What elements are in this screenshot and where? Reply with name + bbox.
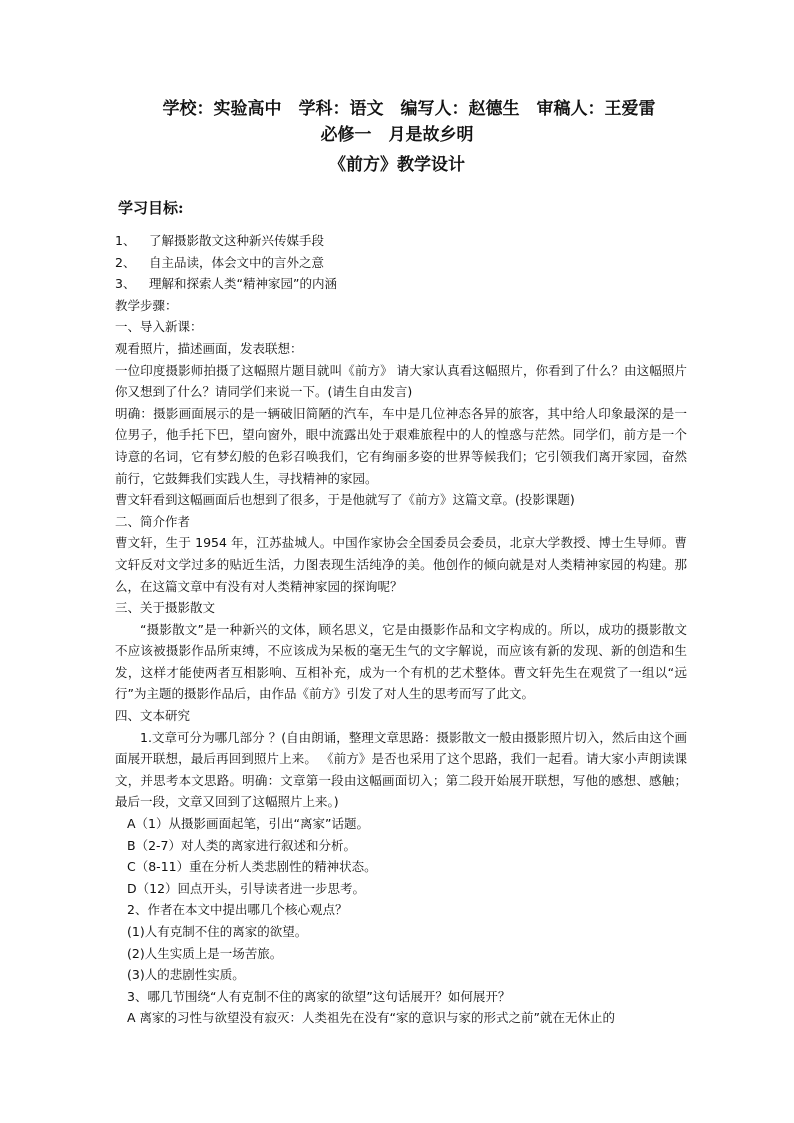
goal-item (115, 252, 687, 274)
steps-heading: 教学步骤： (115, 297, 178, 313)
paragraph: 明确：摄影画面展示的是一辆破旧简陋的汽车，车中是几位神态各异的旅客，其中给人印象最深的是一位男子，他手托下巴，望向窗外，眼中流露出处于艰难旅程中的人的惶惑与茫然。同学们，前方是一个诗意的名词，它有梦幻般的色彩召唤我们，它有绚丽多姿的世界等候我们；它引领我们离开家园，奋然前行，它鼓舞我们实践人生，寻找精神的家园。 (115, 405, 687, 486)
goal-number: 3、 (115, 276, 136, 292)
list-item: A（1）从摄影画面起笔，引出“离家”话题。 (127, 816, 369, 832)
paragraph: 观看照片，描述画面，发表联想： (115, 340, 303, 356)
paragraph: A 离家的习性与欲望没有寂灭：人类祖先在没有“家的意识与家的形式之前”就在无休止的 (127, 1010, 615, 1026)
paragraph: 曹文轩看到这幅画面后也想到了很多，于是他就写了《前方》这篇文章。(投影课题) (115, 492, 575, 508)
list-item: (1)人有克制不住的离家的欲望。 (127, 924, 308, 939)
question: 2、作者在本文中提出哪几个核心观点？ (127, 902, 348, 918)
list-item: (3)人的悲剧性实质。 (127, 967, 245, 983)
list-item: D（12）回点开头，引导读者进一步思考。 (127, 880, 366, 896)
section-heading: 三、关于摄影散文 (115, 600, 216, 616)
list-item: C（8-11）重在分析人类悲剧性的精神状态。 (127, 859, 377, 875)
goal-item (115, 230, 687, 252)
goal-text: 自主品读，体会文中的言外之意 (149, 254, 325, 270)
question: 3、哪几节围绕“人有克制不住的离家的欲望”这句话展开？如何展开？ (127, 988, 511, 1004)
paragraph: 曹文轩，生于 1954 年，江苏盐城人。中国作家协会全国委员会委员，北京大学教授、博士生导师。曹文轩反对文学过多的贴近生活，力图表现生活纯净的美。他创作的倾向就是对人类精神家园的构建。那么，在这篇文章中有没有对人类精神家园的探询呢？ (115, 535, 687, 594)
goal-text: 了解摄影散文这种新兴传媒手段 (149, 233, 325, 248)
goal-text: 理解和探索人类“精神家园”的内涵 (149, 276, 337, 292)
paragraph: “摄影散文”是一种新兴的文体，顾名思义，它是由摄影作品和文字构成的。所以，成功的摄影散文不应该被摄影作品所束缚，不应该成为呆板的毫无生气的文字解说，而应该有新的发现、新的创造和生发，这样才能使两者互相影响、互相补充，成为一个有机的艺术整体。曹文轩先生在观赏了一组以“远行”为主题的摄影作品后，由作品《前方》引发了对人生的思考而写了此文。 (115, 621, 687, 702)
paragraph: 一位印度摄影师拍摄了这幅照片题目就叫《前方》 请大家认真看这幅照片，你看到了什么？由这幅照片你又想到了什么？请同学们来说一下。(请生自由发言) (115, 362, 687, 400)
goal-number: 1、 (115, 233, 136, 248)
section-heading: 四、文本研究 (115, 708, 191, 724)
header-unit-line: 必修一 月是故乡明 (320, 125, 474, 145)
learning-goals-heading: 学习目标: (118, 199, 184, 217)
document-body (115, 230, 687, 1029)
document-header (0, 96, 794, 148)
list-item: (2)人生实质上是一场苦旅。 (127, 945, 283, 961)
document-title: 《前方》教学设计 (329, 155, 465, 175)
header-meta-line: 学校：实验高中 学科：语文 编写人：赵德生 审稿人：王爱雷 (162, 99, 656, 119)
goal-number: 2、 (115, 254, 136, 270)
question-paragraph: 1.文章可分为哪几部分 ？(自由朗诵，整理文章思路：摄影散文一般由摄影照片切入，然后由这个画面展开联想，最后再回到照片上来。 《前方》是否也采用了这个思路，我们一起看。请大家小声朗读课文，并思考本文思路。明确：文章第一段由这幅画面切入；第二段开始展开联想，写他的感想、感触；最后一段，文章又回到了这幅照片上来。) (115, 729, 687, 810)
list-item: B（2-7）对人类的离家进行叙述和分析。 (127, 837, 356, 853)
section-heading: 一、导入新课： (115, 319, 203, 335)
goal-item (115, 273, 687, 295)
section-heading: 二、简介作者 (115, 513, 191, 529)
